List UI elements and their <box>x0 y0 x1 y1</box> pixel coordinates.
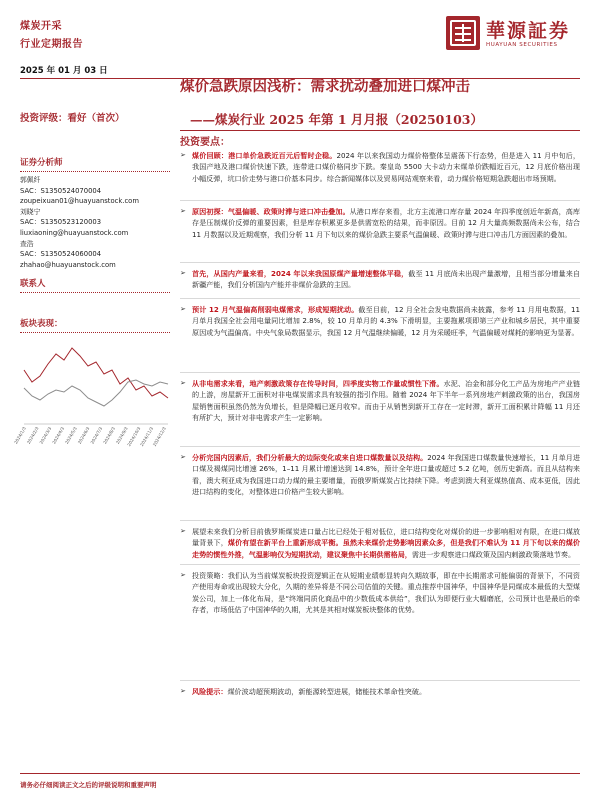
bullet-arrow-icon: ➢ <box>180 453 186 461</box>
chart-x-tick-label: 2024/3/3 <box>38 426 53 445</box>
sector-performance-block <box>20 317 170 333</box>
point-divider <box>180 200 580 201</box>
key-points <box>180 150 580 702</box>
point-divider <box>180 680 580 681</box>
point-divider <box>180 446 580 447</box>
chart-x-tick-label: 2024/7/3 <box>89 426 104 445</box>
bullet-arrow-icon: ➢ <box>180 379 186 387</box>
key-point-text: 煤价波动超预期波动，新能源转型进展，储能技术革命性突破。 <box>227 687 427 696</box>
key-point-text: 展望未来我们分析目前俄罗斯煤炭进口量占比已经处于相对低位，进口结构变化对煤价的进一步影响相对有限，在进口煤放量背景下， <box>192 527 580 548</box>
bullet-arrow-icon: ➢ <box>180 269 186 277</box>
key-point-text: 水泥、冶金和部分化工产品为房地产产业链的上游，房屋新开工面积对非电煤炭需求具有较强的指引作用。随着 2024 年下半年一系列房地产刺激政策的出台，我国房屋销售面积虽然仍然为负增长，但是降幅已逐月收窄。而由于从销售到新开工存在一定时滞，新开工面积累计降幅 11 月还有所扩大，预计对非电需求产生一定影响。 <box>192 379 581 422</box>
contact-heading: 联系人 <box>20 277 170 293</box>
analyst-heading: 证券分析师 <box>20 156 170 172</box>
chart-x-tick-label: 2024/11/3 <box>139 426 155 448</box>
footer-divider <box>20 773 580 774</box>
key-point-text: 截至目前，12 月全社会发电数据尚未披露，参考 11 月用电数据，11 月单月我国全社会用电量同比增加 2.8%，较 10 月单月的 4.3% 下滑明显，主要拖累项即第三产业和城乡居民，其中重要原因或为气温偏高。中央气象局数据显示，我国 12 月气温继续偏暖，12 月为采暖旺季，气温偏暖对煤耗的影响更为显著。 <box>192 305 580 337</box>
analyst-sac: SAC：S1350524070004 <box>20 186 102 195</box>
index-line <box>24 380 168 406</box>
key-point-text: 2024 年我国进口煤数量快速增长，11 月单月进口煤及褐煤同比增速 26%，1–11 月累计增速达到 14.8%，预计全年进口量或超过 5.2 亿吨，创历史新高。而且从结构来看，澳大利亚成为我国进口动力煤的最主要增量，而俄罗斯煤炭占比持续下降。考虑到澳大利亚煤热值高、成本更低，因此进口结构的变化，对整体进口价格产生较大影响。 <box>192 453 580 496</box>
key-point-lead: 煤价有望在新平台上重新形成平衡。虽然未来煤价走势影响因素众多，但是我们不难认为 11 月下旬以来的煤价走势的惯性外推，气温影响仅为短期扰动，建议聚焦中长期供需格局， <box>192 538 581 559</box>
analyst-sac: SAC：S1350524060004 <box>20 250 102 259</box>
chart-x-tick-label: 2024/5/3 <box>64 426 78 445</box>
key-point <box>180 686 580 702</box>
key-point-text: 2024 年以来我国动力煤价格整体呈震荡下行态势，但是进入 11 月中旬后，我国产地及港口煤价快速下跌，连带进口煤价格同步下跌。秦皇岛 5500 大卡动力末煤单价跌幅近百元，12 月底价格出现小幅反弹，坑口价走势与港口价基本同步。综合新闻媒体以及贸易网站观察来看，动力煤价格短期急跌超出市场预期。 <box>192 151 581 183</box>
analyst-email[interactable]: zoupeixuan01@huayuanstock.com <box>20 197 139 206</box>
key-point <box>180 304 580 372</box>
report-date: 2025 年 01 月 03 日 <box>20 66 108 76</box>
bullet-arrow-icon: ➢ <box>180 151 186 159</box>
point-divider <box>180 520 580 521</box>
key-point <box>180 268 580 298</box>
analyst-block <box>20 156 170 270</box>
section-heading: 投资要点： <box>180 137 230 148</box>
rating-label: 投资评级： <box>20 113 68 124</box>
key-point <box>180 452 580 520</box>
chart-x-tick-label: 2024/10/3 <box>126 426 142 448</box>
chart-x-labels <box>13 426 167 447</box>
report-type-tag: 行业定期报告 <box>20 39 83 50</box>
bullet-arrow-icon: ➢ <box>180 527 186 535</box>
chart-x-tick-label: 2024/4/3 <box>51 426 66 445</box>
bullet-arrow-icon: ➢ <box>180 305 186 313</box>
analyst-name: 刘晓宁 <box>20 207 41 216</box>
point-divider <box>180 372 580 373</box>
disclaimer-footer: 请务必仔细阅读正文之后的评级说明和重要声明 <box>20 781 157 789</box>
key-point <box>180 526 580 564</box>
chart-x-tick-label: 2024/6/3 <box>76 426 91 445</box>
industry-tag: 煤炭开采 <box>20 21 62 32</box>
chart-x-tick-label: 2024/2/3 <box>25 426 40 445</box>
chart-x-tick-label: 2024/12/3 <box>151 426 167 448</box>
chart-x-tick-label: 2024/1/3 <box>13 426 27 445</box>
analyst-email[interactable]: zhahao@huayuanstock.com <box>20 260 116 269</box>
key-point-lead: 首先，从国内产量来看，2024 年以来我国原煤产量增速整体平稳， <box>192 269 409 278</box>
rating-value: 看好（首次） <box>67 113 125 124</box>
title-divider <box>180 130 580 131</box>
sector-line <box>24 348 168 398</box>
key-point <box>180 150 580 200</box>
report-title: 煤价急跌原因浅析：需求扰动叠加进口煤冲击 <box>180 78 470 95</box>
report-subtitle: ——煤炭行业 2025 年第 1 月月报（20250103） <box>190 112 483 127</box>
sector-performance-svg <box>13 340 170 458</box>
bullet-arrow-icon: ➢ <box>180 207 186 215</box>
chart-x-tick-label: 2024/8/3 <box>102 426 116 445</box>
key-point-text: 投资策略：我们认为当前煤炭板块投资逻辑正在从短期业绩彰显转向久期故事，即在中长期需求可能偏弱的背景下，不同资产使用寿命或出现较大分化，久期的差异将是不同公司估值的关键。重点推荐中国神华，中国神华是同煤成本最低的大型煤炭公司，加上一体化布局，是“终端同质化商品中的少数低成本供给”，我们认为即便行业大幅磨底，公司预计也是最后的牵存者，市场低估了中国神华的久期，尤其是其相对煤炭板块整体的优势。 <box>192 571 580 614</box>
point-divider <box>180 298 580 299</box>
bullet-arrow-icon: ➢ <box>180 687 186 695</box>
huayuan-logo <box>446 12 586 72</box>
key-point-text: 从港口库存来看，北方主流港口库存量 2024 年四季度创近年新高，高库存是压制煤价反弹的重要因素，但是库存积累更多是供需宽松的结果，而非原因。目前 12 月大量高频数据尚未公布，结合 11 月数据以及近期观察，我们分析 11 月下旬以来的煤价急跌主要系气温偏暖、政策时滞与进口冲击几方面因素的叠加。 <box>192 207 580 239</box>
analyst-name: 郭佩纤 <box>20 176 41 184</box>
sector-performance-heading: 板块表现： <box>20 317 170 333</box>
investment-rating <box>20 110 125 124</box>
key-point-lead: 从非电需求来看，地产刺激政策存在传导时间，四季度实物工作量或惯性下滑。 <box>192 379 444 388</box>
analyst-sac: SAC：S1350523120003 <box>20 218 102 227</box>
analyst-name: 查浩 <box>20 239 34 248</box>
logo-name: 華源証券 <box>486 20 571 42</box>
logo-english: HUAYUAN SECURITIES <box>486 42 558 48</box>
seal-icon <box>446 16 480 50</box>
key-point <box>180 570 580 680</box>
point-divider <box>180 564 580 565</box>
analyst-email[interactable]: liuxiaoning@huayuanstock.com <box>20 228 129 237</box>
report-category <box>20 18 83 54</box>
key-point-lead: 风险提示： <box>192 687 228 696</box>
point-divider <box>180 262 580 263</box>
chart-x-tick-label: 2024/9/3 <box>114 426 129 445</box>
key-point-lead: 原因初探：气温偏暖、政策时滞与进口冲击叠加。 <box>192 207 350 216</box>
key-point-lead: 煤价回顾：港口单价急跌近百元后暂时企稳。 <box>192 151 337 160</box>
bullet-arrow-icon: ➢ <box>180 571 186 579</box>
key-point <box>180 378 580 446</box>
key-point-text: 截至 11 月底尚未出现产量激增，且相当部分增量来自新疆产能，我们分析国内产能并非煤价急跌的主因。 <box>192 269 580 290</box>
contact-block <box>20 277 170 293</box>
sector-performance-chart <box>13 340 170 458</box>
key-point-lead: 预计 12 月气温偏高削弱电煤需求，形成短期扰动。 <box>192 305 359 314</box>
key-point-text: 需进一步观察进口煤政策及国内刺激政策落地节奏。 <box>411 549 576 559</box>
key-point <box>180 206 580 262</box>
key-point-lead: 分析完国内因素后，我们分析最大的边际变化或来自进口煤数量以及结构。 <box>192 453 428 462</box>
